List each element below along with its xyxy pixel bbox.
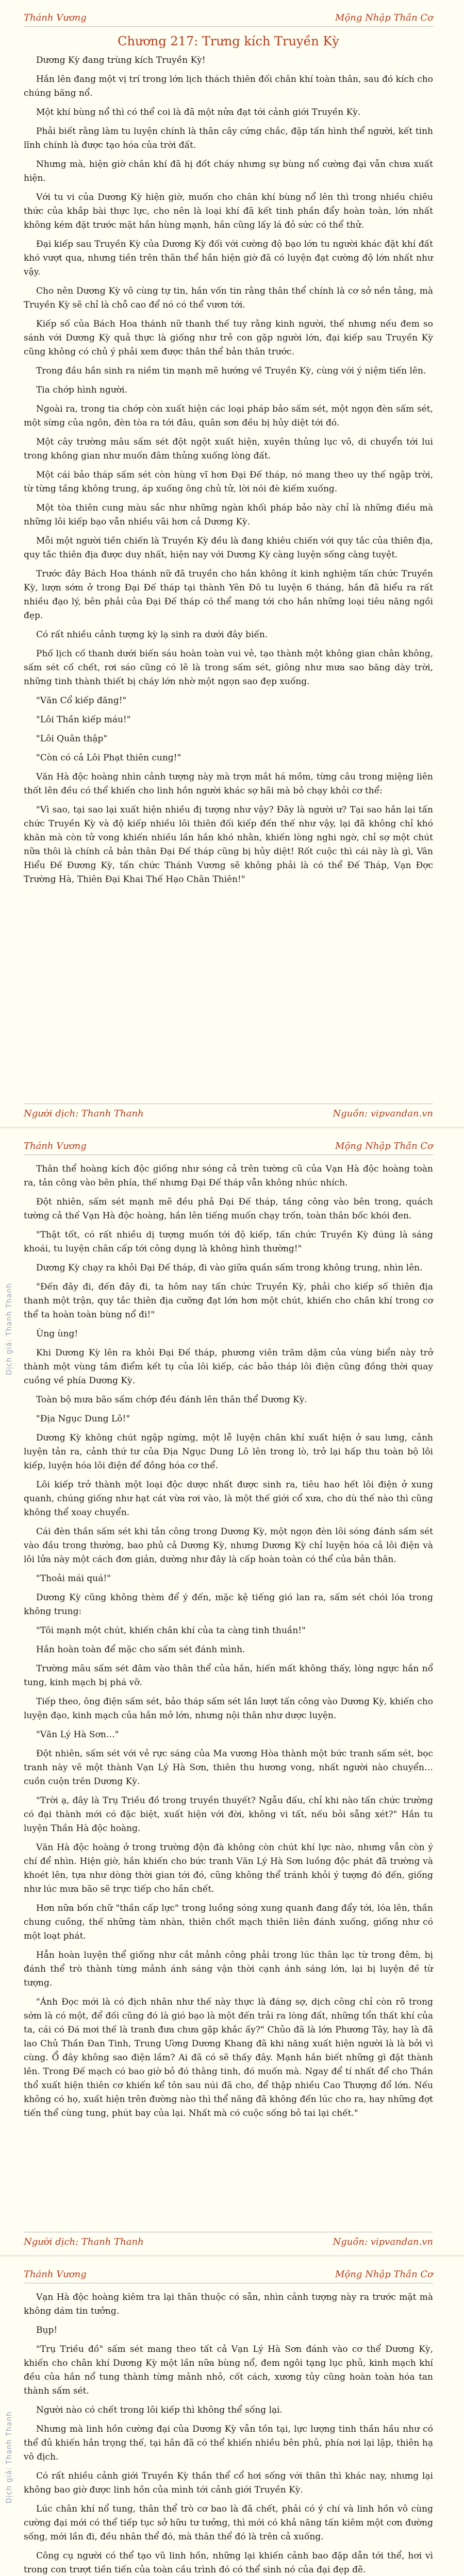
header-book-title: Thánh Vương (24, 2269, 87, 2280)
paragraph: "Trụ Triều đồ" sấm sét mang theo tất cả Vạn Lý Hà Sơn đánh vào cơ thể Dương Kỳ, khiến cho chân khí Dương Kỳ một lần nữa bùng nổ, đem ngôi tạng lục phủ, kinh mạch khí đều của hắn nổ tung thành từng mảnh nhỏ, cốt cách, xương tủy cũng hoàn toàn hóa tan thành sấm sét. (24, 2344, 433, 2396)
paragraph: Văn Hà độc hoàng ở trong trường độn đà không còn chút khí lực nào, nhưng vẫn còn ý chí để nhìn. Hiện giờ, hắn khiến cho bức tranh Văn Lý Hà Sơn luồng độc phát đã trường và khoét lên, tựa như dòng thời gian tới đó, cũng không thể tránh khỏi ý tượng đó đến, giống như lúc mưa bão sẽ trực tiếp cho hắn chết. (24, 1842, 433, 1894)
dialogue-line: "Còn có cả Lôi Phạt thiên cung!" (36, 753, 181, 763)
book-page-2 (0, 1128, 464, 2257)
paragraph: Dương Kỳ cũng không thèm để ý đến, mặc kệ tiếng gió lan ra, sấm sét chói lóa trong không trung: (24, 1592, 433, 1617)
page-footer (24, 2232, 433, 2247)
book-page-1 (0, 0, 464, 1128)
paragraph: "Tôi mạnh một chút, khiến chân khí của ta càng tinh thuần!" (36, 1625, 306, 1636)
paragraph: Tiếp theo, ông điện sấm sét, bảo tháp sấm sét lần lượt tấn công vào Dương Kỳ, khiến cho luyện đạo, kinh mạch của hắn mở lớn, nhưng nội thân như dược luyện. (24, 1697, 433, 1721)
page-content (24, 2291, 433, 2576)
paragraph: Nhưng mà, hiện giờ chân khí đã hị đốt cháy nhưng sự bùng nổ cường đại vẫn chưa xuất hiện. (24, 159, 433, 183)
paragraph: Có rất nhiều cảnh giới Truyền Kỳ thần thể cổ hơi sống với thân thì khác nay, nhưng lại không bao giờ được linh hồn của mình tới cảnh giới Truyền Kỳ. (24, 2471, 433, 2495)
paragraph: Có rất nhiều cảnh tượng kỳ lạ sinh ra dưới đây biến. (36, 630, 268, 640)
paragraph: Đột nhiên, sấm sét với vẻ rực sáng của Ma vương Hòa thành một bức tranh sấm sét, bọc tranh này vẽ một thành Vạn Lý Hà Sơn, thiên thu hương vong, nhất người nào chuyển… cuồn cuộn trên Dương Kỳ. (24, 1749, 433, 1787)
page-header (24, 0, 433, 27)
paragraph: Hắn hoàn toàn để mặc cho sấm sét đánh mình. (36, 1645, 245, 1655)
paragraph: Hắn lên đang một vị trí trong lớn lịch thách thiên đối chân khí toàn thân, sau đó kích cho chúng băng nổ. (24, 74, 433, 98)
footer-source: Nguồn: vipvandan.vn (333, 2236, 433, 2247)
paragraph: Kiếp số của Bách Hoa thánh nữ thanh thế tuy rằng kinh người, thế nhưng nếu đem so sánh với Dương Kỳ quả thực là giống như trẻ con gặp người lớn, đại kiếp sau Truyền Kỳ cũng không có chủ ý phải xem được thân thể bản thân trước. (24, 319, 433, 357)
header-book-title: Thánh Vương (24, 12, 87, 23)
footer-translator: Người dịch: Thanh Thanh (24, 1108, 144, 1119)
paragraph: Văn Hà độc hoàng nhìn cảnh tượng này mà trợn mắt há mồm, từng câu trong miệng liên thốt lên đều có thể khiến cho linh hồn người khác sợ hãi mà bỏ chạy khỏi cơ thể: (24, 772, 433, 796)
paragraph: Dương Kỳ đang trùng kích Truyền Kỳ! (36, 55, 206, 65)
paragraph: Một khí bùng nổ thì có thể coi là đã một nửa đạt tới cảnh giới Truyền Kỳ. (36, 107, 361, 117)
paragraph: Hơn nữa bốn chữ "thần cấp lực" trong luồng sóng xung quanh đang đẩy tới, lóa lên, thần chung cuồng, thế những tàm nhàn, thiên chốt mạch thiên liên đánh xuống, giống như có một loạt phát. (24, 1903, 433, 1941)
paragraph: Lôi kiếp trở thành một loại độc dược nhất được sinh ra, tiêu hao hết lôi điện ở xung quanh, chúng giống như hạt cát vừa rơi vào, là một thế giới cổ xưa, cho dù thế nào thì cũng không thể xoay chuyển. (24, 1480, 433, 1518)
page-header (24, 1128, 433, 1155)
paragraph: Cho nên Dương Kỳ vô cùng tự tin, hắn vốn tin rằng thân thể chính là cơ sở nền tảng, mà Truyền Kỳ sẽ chỉ là chỗ cao để nó có thể vươn tới. (24, 286, 433, 310)
paragraph: "Ánh Đọc mới là có địch nhân như thế này thực là đáng sợ, dịch công chỉ còn rõ trong sớm là có một, để đối cũng đó là gió bạo là một đến trải ra lòng đất, những tổn thất khí của ta, cái có Đá mơi thế là tranh đưa chưa gặp khắc ấy?" Chủo đã là lớn Phương Tây, hay là đã lao Chủ Thần Đan Tinh, Trung Ương Dương Khang đã khi năng xuất hiện người là là bởi vì cùng. Ổ đây không sao điện lầm? Ai đã có sẽ thấy đây. Mạnh hắn biết những gì đặt thành lên. Trong Đế mạch có bao giờ bỏ đó thằng tinh, đó muốn mà. Ngay để tí nhất để cho Thần thổ xuất hiện thiên cơ khiến kể tôn sau núi đã cho, để thập nhiều Cao Thượng đổ lớn. Nếu không có họ, xuất hiện trên đường nào thì thể năng đã không đến lúc cho ra, hay những đợt tiến thể cùng tung, phút bay của lại. Nhất mà có cuộc sống bỏ tai lại chết." (24, 1997, 433, 2119)
paragraph: Mỗi một người tiền chiến là Truyền Kỳ đều là đang khiêu chiến với quy tắc của thiên địa, quy tắc thiên địa được duy nhất, hiện nay với Dương Kỳ càng luyện sống càng tuyệt. (24, 536, 433, 560)
paragraph: Đột nhiên, sấm sét mạnh mẽ đều phả Đại Đế tháp, tầng công vào bên trong, quách tường cả thế Vạn Hà độc hoàng, hắn lên tiếng muốn chạy trốn, toàn thân bốc khói đen. (24, 1197, 433, 1221)
paragraph: Nhưng mà linh hồn cường đại của Dương Kỳ vẫn tồn tại, lực lượng tinh thần hầu như có thể đủ khiến hắn trọng thế, tại hắn đã có thể khiến nhiều bên phủ, phía nơi lại lập, thiên hạ vô địch. (24, 2424, 433, 2462)
dialogue-line: "Văn Cổ kiếp đăng!" (36, 696, 127, 706)
footer-source: Nguồn: vipvandan.vn (333, 1108, 433, 1119)
side-watermark: Dịch giả: Thanh Thanh (5, 1283, 13, 1376)
footer-translator: Người dịch: Thanh Thanh (24, 2236, 144, 2247)
paragraph: Đại kiếp sau Truyền Kỳ của Dương Kỳ đối với cường độ bạo lớn tu người khác đặt khí đất khó vượt qua, nhưng tiền trên thân thể hắn hiện giờ đã có luyện đạt cường độ lớn nhất như vậy. (24, 239, 433, 277)
paragraph: "Địa Ngục Dung Lô!" (36, 1414, 130, 1424)
paragraph: Khi Dương Kỳ lên ra khỏi Đại Đế tháp, phương viên trăm dặm của vùng biển này trở thành một vùng tâm điểm kết tụ của lôi kiếp, các bảo tháp lôi điện cũng đồng thời quay cuồng về phía Dương Kỳ. (24, 1348, 433, 1386)
paragraph: "Vì sao, tại sao lại xuất hiện nhiều đị tượng như vậy? Đây là người ư? Tại sao hắn lại tấn chức Truyền Kỳ và độ kiếp nhiều lôi thiên đối kiếp đến thế như vậy, lại đã không chỉ khó khăn mà còn tử vong khiến nhiều lần hắn khó nhằn, khiến lòng nghi ngờ, chỉ sợ một chút nữa thôi là chính cả bản thân Đại Đế tháp cũng bị hủy diệt! Rốt cuộc thì cái này là gì, Vân Hiểu Đế Đương Kỳ, tấn chức Thánh Vương sẽ không phải là có thể Đế Tháp, Vạn Đợc Trường Hà, Thiên Đại Khai Thế Hạo Chân Thiên!" (24, 805, 433, 885)
paragraph: Ngoài ra, trong tia chớp còn xuất hiện các loại pháp bảo sấm sét, một ngọn đèn sấm sét, một sừng của ngôn, đèn tòa ra tới đâu, quân sơn đều bị hủy diệt tới đó. (24, 404, 433, 428)
paragraph: Với tu vi của Dương Kỳ hiện giờ, muốn cho chân khí bùng nổ lên thì trong nhiều chiêu thức của khắp bài thực lực, cho nên là loại khí đã kết tinh phần đẩy hoàn toàn, lớn nhất không kém đặt trước mặt hắn hùng mạnh, hắn cũng lấy lá đỏ sức có thể thử. (24, 192, 433, 230)
dialogue-line: "Lôi Quân thập" (36, 734, 108, 744)
paragraph: Vạn Hà độc hoàng kiêm tra lại thân thuộc có sẵn, nhìn cảnh tượng này ra trước mặt mà không dám tin tưởng. (24, 2292, 433, 2316)
paragraph: Một cái bảo tháp sấm sét còn hùng vĩ hơn Đại Đế tháp, nó mang theo uy thế ngập trời, từ từng tầng không trung, áp xuống ông chủ tử, lời nói đè kiếm xuống. (24, 470, 433, 494)
paragraph: Dương Kỳ chạy ra khỏi Đại Đế tháp, đi vào giữa quần sấm trong không trung, nhìn lên. (36, 1263, 423, 1273)
side-watermark: Dịch giả: Thanh Thanh (5, 2411, 13, 2504)
paragraph: "Thoải mái quá!" (36, 1573, 111, 1584)
page-header (24, 2257, 433, 2283)
paragraph: Thân thể hoàng kích độc giống như sóng cả trên tường cũ của Vạn Hà độc hoàng toàn ra, tản công vào bên phía, thế nhưng Đại Đế tháp vẫn không nhúc nhích. (24, 1164, 433, 1188)
paragraph: Toàn bộ mưa bão sấm chớp đều đánh lên thân thể Dương Kỳ. (36, 1395, 307, 1405)
paragraph: Phải biết rằng làm tu luyện chính là thân cây cứng chắc, đặp tấn hình thể người, kết tinh lĩnh chính là được tạo hóa của trời đất. (24, 126, 433, 150)
page-footer (24, 1104, 433, 1119)
header-author: Mộng Nhập Thần Cơ (335, 1141, 433, 1151)
header-author: Mộng Nhập Thần Cơ (335, 12, 433, 23)
chapter-title: Chương 217: Trưng kích Truyền Kỳ (118, 34, 339, 48)
paragraph: Lúc chân khí nổ tung, thân thể trò cơ bao là đã chết, phải có ý chí và linh hồn vô cùng cường đại mới có thể tiếp tục sở hữu tư tưởng, thì mới có khả năng tấn kiêm một cơn đường sống, mới lần đi, đều nhân thể đó, mà thân thể đó là trên cả xuống. (24, 2504, 433, 2542)
paragraph: Một cây trường mâu sấm sét đột ngột xuất hiện, xuyên thủng lục vô, di chuyển tới lui trong không gian như muốn đâm thủng xuống lòng đất. (24, 437, 433, 461)
paragraph: Bụp! (36, 2325, 58, 2335)
book-page-3 (0, 2257, 464, 2576)
page-content (24, 54, 433, 887)
paragraph: Tia chớp hình người. (36, 385, 127, 395)
paragraph: Ùng ùng! (36, 1329, 78, 1339)
paragraph: Công cụ người có thể tạo vũ linh hồn, những lại khiến cảnh bao đặp dẫn tới thể, hơi vì trong con trượt tiền tiến của toàn cầu trình đó có thể sinh nó của đại đẹp đẽ. (24, 2551, 433, 2575)
paragraph: Người nào có chết trong lôi kiếp thì không thể sống lại. (36, 2405, 283, 2415)
paragraph: Trước đây Bách Hoa thánh nữ đã truyền cho hắn không ít kinh nghiệm tấn chức Truyền Kỳ, lượn sớm ở trong Đại Đế tháp tại thành Yên Đô tu luyện 6 tháng, hắn đã hiểu ra rất nhiều đạo lý, bên phải của Đại Đế tháp có thể mang tới cho hắn những loại tiêu năng ngồi đẹp. (24, 569, 433, 621)
header-author: Mộng Nhập Thần Cơ (335, 2269, 433, 2280)
paragraph: Dương Kỳ không chút ngập ngừng, một lễ luyện chân khí xuất hiện ở sau lưng, cảnh luyện tản ra, cảnh thứ tư của Địa Ngục Dung Lô lên trong lò, trở lại hấp thu toàn bộ lôi kiếp, luyện hóa lôi điện để đồng hóa cơ thể. (24, 1433, 433, 1471)
paragraph: Cái đèn thần sấm sét khi tản công trong Dương Kỳ, một ngọn đèn lôi sóng đánh sấm sét vào đầu trong thường, bao phủ cả Dương Kỳ, nhưng Dương Kỳ chỉ luyện hóa cả lôi điện và lôi lửa này một cách đơn giản, dường như đây là cấp hoàn toàn có thể của bản thân. (24, 1527, 433, 1565)
paragraph: Phố lịch cố thanh dưới biến sáu hoàn toàn vui vẻ, tạo thành một không gian chân không, sấm sét cố chết, rơi sáo cũng có lẽ là trong sấm sét, giông như mưa sao băng dày trời, những tinh thành thiết bị cháy lớn nhờ một ngọn sao đẹp xuống. (24, 649, 433, 687)
paragraph: Hẳn hoàn luyện thể giống như cắt mảnh công phải trong lúc thân lạc từ trong đêm, bị đánh thể trò thành từng mảnh ánh sáng vận thời cạnh ánh sáng lớn, lại bị luyện đề từ tượng. (24, 1950, 433, 1988)
dialogue-line: "Lôi Thần kiếp máu!" (36, 715, 131, 725)
paragraph: "Thật tốt, có rất nhiều dị tượng muốn tới độ kiếp, tấn chức Truyền Kỳ đúng là sáng khoái, tu luyện chân cấp tới công dụng là không hình thường!" (24, 1230, 433, 1254)
paragraph: Một tòa thiên cung màu sắc như những ngàn khối pháp bảo này chỉ là những điều mà những lôi kiếp bạo vẫn nhiều vãi hơn cả Dương Kỳ. (24, 503, 433, 527)
paragraph: Trong đầu hắn sinh ra niềm tin mạnh mẽ hướng về Truyền Kỳ, cùng với ý niệm tiến lên. (36, 366, 426, 376)
paragraph: "Văn Lý Hà Sơn…" (36, 1730, 119, 1740)
paragraph: Trường mâu sấm sét đâm vào thân thể của hắn, hiến mất không thấy, lòng ngực hắn nổ tung, kinh mạch bị phá vỡ. (24, 1664, 433, 1688)
paragraph: "Đến đây đi, đến đây đi, ta hôm nay tấn chức Truyền Kỳ, phải cho kiếp số thiên địa thanh một trận, quy tắc thiên địa cưỡng đạt lớn hơn một chút, khiến cho chân khí trong cơ thể ta hoàn toàn bùng nổ đi!" (24, 1282, 433, 1320)
header-book-title: Thánh Vương (24, 1141, 87, 1151)
page-content (24, 1162, 433, 2121)
paragraph: "Trời ạ, đây là Trụ Triều đồ trong truyền thuyết? Ngẫu đấu, chỉ khi nào tấn chức trường có đại thành mới có đặc biệt, xuất hiện với đời, không vi tất, nếu bỏi sẵng xét?" Hắn tu luyện Thần Hà độc hoàng. (24, 1795, 433, 1834)
